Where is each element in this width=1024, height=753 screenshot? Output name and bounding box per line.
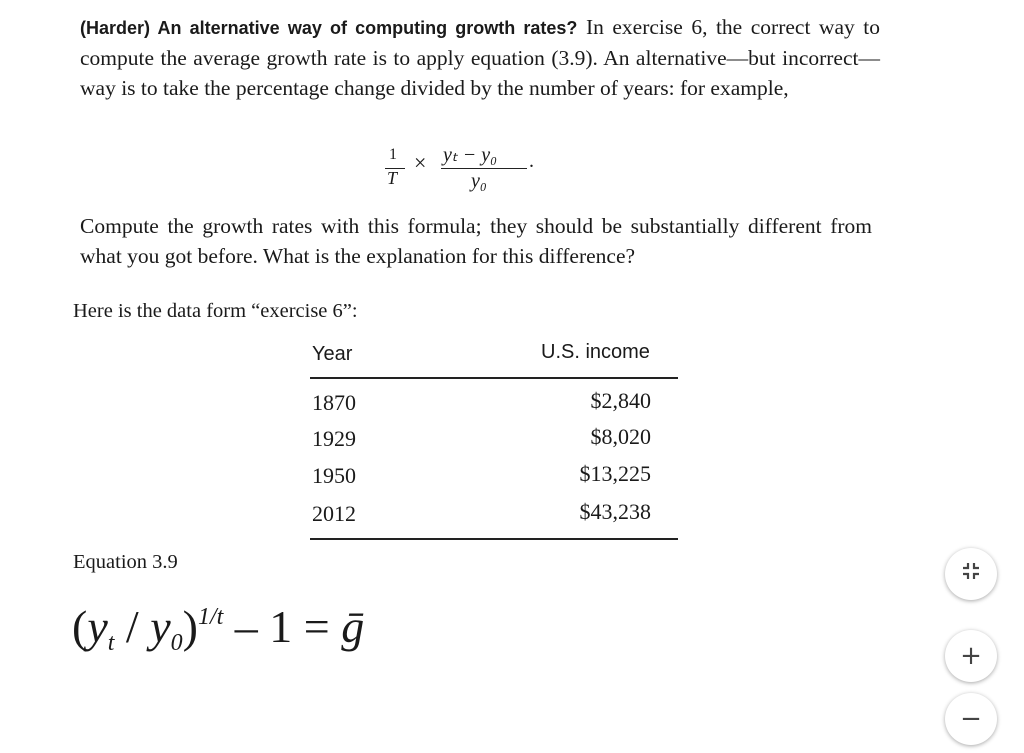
table-cell-year: 2012: [312, 501, 356, 526]
problem-title: (Harder) An alternative way of computing growth rates?: [80, 18, 578, 38]
eq-close-paren: ): [182, 601, 198, 652]
formula-one: 1: [389, 146, 397, 163]
data-note: Here is the data form “exercise 6”:: [73, 300, 358, 322]
problem-body: In exercise 6, the correct way to compute the average growth rate is to apply equation (3.9). An alternative—but incorrect—way is to take the percentage change divided by the number of years: for example,: [80, 15, 880, 100]
eq-exponent: 1/t: [197, 604, 224, 630]
zoom-out-button[interactable]: −: [945, 693, 997, 745]
table-cell-year: 1870: [312, 390, 356, 415]
eq-y0: y: [150, 601, 171, 652]
fit-to-page-icon: [960, 559, 982, 589]
table-cell-year: 1950: [312, 463, 356, 488]
problem-text: [80, 12, 880, 103]
eq-slash: /: [114, 601, 151, 652]
question-text: Compute the growth rates with this formula; they should be substantially different from what you got before. What is the explanation for this difference?: [80, 214, 872, 268]
formula-T: T: [387, 168, 398, 188]
formula-numerator: yₜ − y₀: [443, 144, 498, 166]
eq-sub-0: 0: [170, 630, 183, 656]
zoom-in-button[interactable]: +: [945, 630, 997, 682]
eq-sub-t: t: [107, 630, 115, 656]
table-header-year: Year: [312, 343, 353, 365]
equation-3-9: [72, 600, 364, 657]
eq-g-bar: ḡ: [341, 601, 365, 652]
table-cell-income: $43,238: [579, 499, 651, 524]
table-cell-income: $8,020: [590, 424, 651, 449]
table-cell-income: $13,225: [579, 461, 651, 486]
eq-y: y: [87, 601, 108, 652]
table-bottom-rule: [310, 538, 678, 540]
times-sign: ×: [414, 150, 427, 175]
formula-denominator: y₀: [471, 170, 487, 192]
fraction-bar: [441, 168, 527, 169]
table-header-income: U.S. income: [541, 341, 650, 363]
formula-period: .: [529, 150, 534, 172]
fit-to-page-button[interactable]: [945, 548, 997, 600]
eq-open-paren: (: [72, 601, 88, 652]
eq-minus-one: – 1 =: [223, 601, 342, 652]
table-cell-income: $2,840: [590, 388, 651, 413]
percentage-change-formula: [383, 146, 553, 196]
table-top-rule: [310, 377, 678, 379]
equation-label: Equation 3.9: [73, 551, 178, 573]
table-cell-year: 1929: [312, 426, 356, 451]
